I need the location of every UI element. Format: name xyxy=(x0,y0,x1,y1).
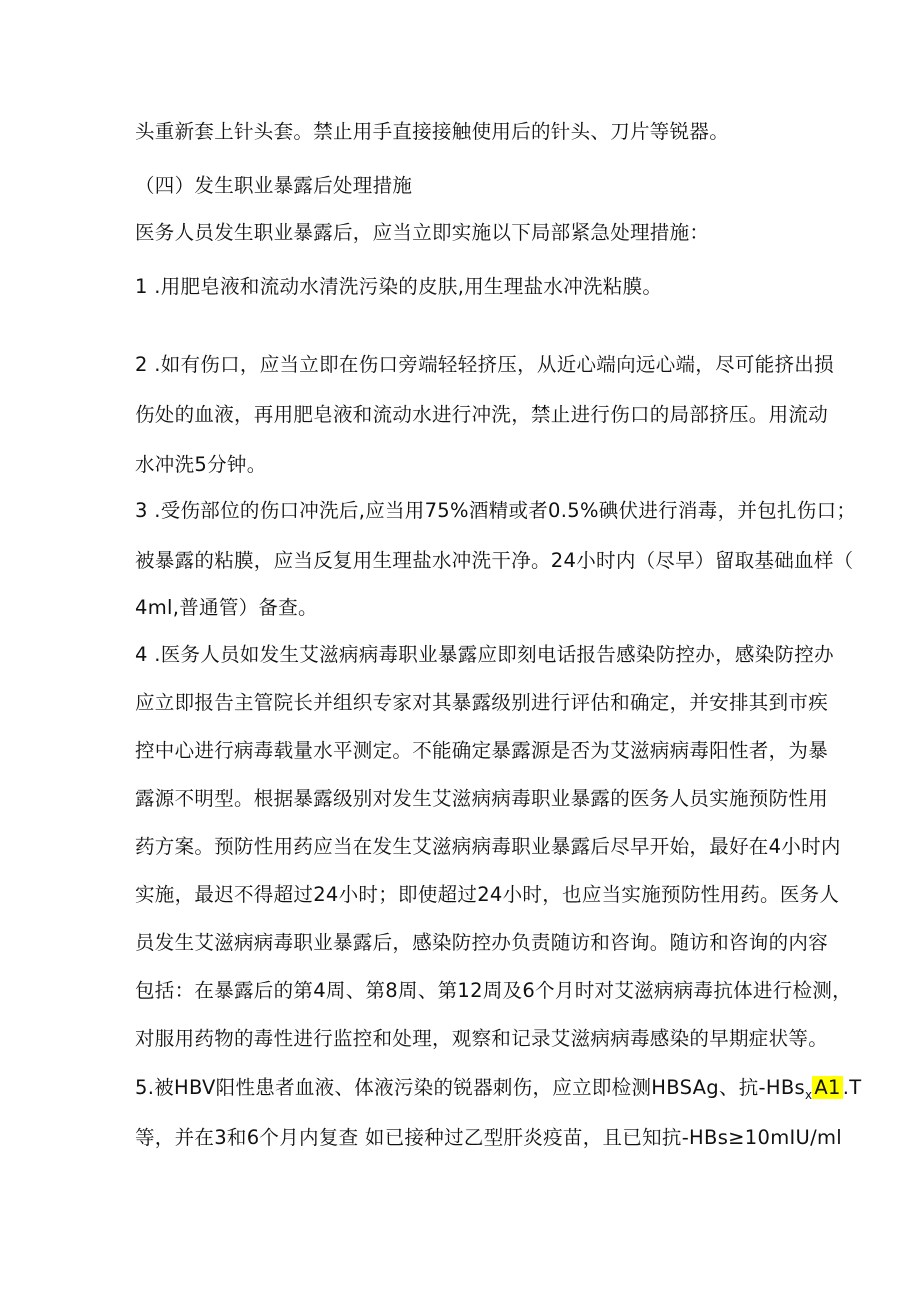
line5-prefix: 5.被HBV阳性患者血液、体液污染的锐器刺伤，应立即检测HBSAg、抗-HBs xyxy=(135,1076,805,1099)
text-line: 被暴露的粘膜，应当反复用生理盐水冲洗干净。24小时内（尽早）留取基础血样（ xyxy=(135,549,854,572)
text-line: 露源不明型。根据暴露级别对发生艾滋病病毒职业暴露的医务人员实施预防性用 xyxy=(135,787,829,810)
text-line: 4ml,普通管）备查。 xyxy=(135,596,318,619)
text-line: 对服用药物的毒性进行监控和处理，观察和记录艾滋病病毒感染的早期症状等。 xyxy=(135,1027,829,1050)
list-item-4: 4 .医务人员如发生艾滋病病毒职业暴露应即刻电话报告感染防控办，感染防控办 xyxy=(135,643,834,666)
text-line: 员发生艾滋病病毒职业暴露后，感染防控办负责随访和咨询。随访和咨询的内容 xyxy=(135,931,829,954)
list-item-5 xyxy=(135,1075,861,1108)
list-item-2: 2 .如有伤口，应当立即在伤口旁端轻轻挤压，从近心端向远心端，尽可能挤出损 xyxy=(135,353,834,376)
list-item-3: 3 .受伤部位的伤口冲洗后,应当用75%酒精或者0.5%碘伏进行消毒，并包扎伤口； xyxy=(135,499,857,522)
text-line: 伤处的血液，再用肥皂液和流动水进行冲洗，禁止进行伤口的局部挤压。用流动 xyxy=(135,403,829,426)
list-item-1: 1 .用肥皂液和流动水清洗污染的皮肤,用生理盐水冲洗粘膜。 xyxy=(135,275,663,298)
line5-suffix: .T xyxy=(842,1076,862,1099)
text-line: 应立即报告主管院长并组织专家对其暴露级别进行评估和确定，并安排其到市疾 xyxy=(135,691,829,714)
highlighted-text: A1 xyxy=(814,1076,841,1099)
text-line: 控中心进行病毒载量水平测定。不能确定暴露源是否为艾滋病病毒阳性者，为暴 xyxy=(135,739,829,762)
text-line: 包括：在暴露后的第4周、第8周、第12周及6个月时对艾滋病病毒抗体进行检测， xyxy=(135,979,852,1002)
line5-subscript: x xyxy=(804,1087,813,1102)
text-line: 等，并在3和6个月内复查 如已接种过乙型肝炎疫苗，且已知抗-HBs≥10mIU/ml xyxy=(135,1126,843,1149)
text-line: 药方案。预防性用药应当在发生艾滋病病毒职业暴露后尽早开始，最好在4小时内 xyxy=(135,835,841,858)
text-line: 实施，最迟不得超过24小时；即使超过24小时，也应当实施预防性用药。医务人 xyxy=(135,883,840,906)
text-line: 医务人员发生职业暴露后，应当立即实施以下局部紧急处理措施： xyxy=(135,221,710,244)
text-line: 头重新套上针头套。禁止用手直接接触使用后的针头、刀片等锐器。 xyxy=(135,120,730,143)
text-line: 水冲洗5分钟。 xyxy=(135,453,267,476)
section-heading: （四）发生职业暴露后处理措施 xyxy=(135,174,413,197)
